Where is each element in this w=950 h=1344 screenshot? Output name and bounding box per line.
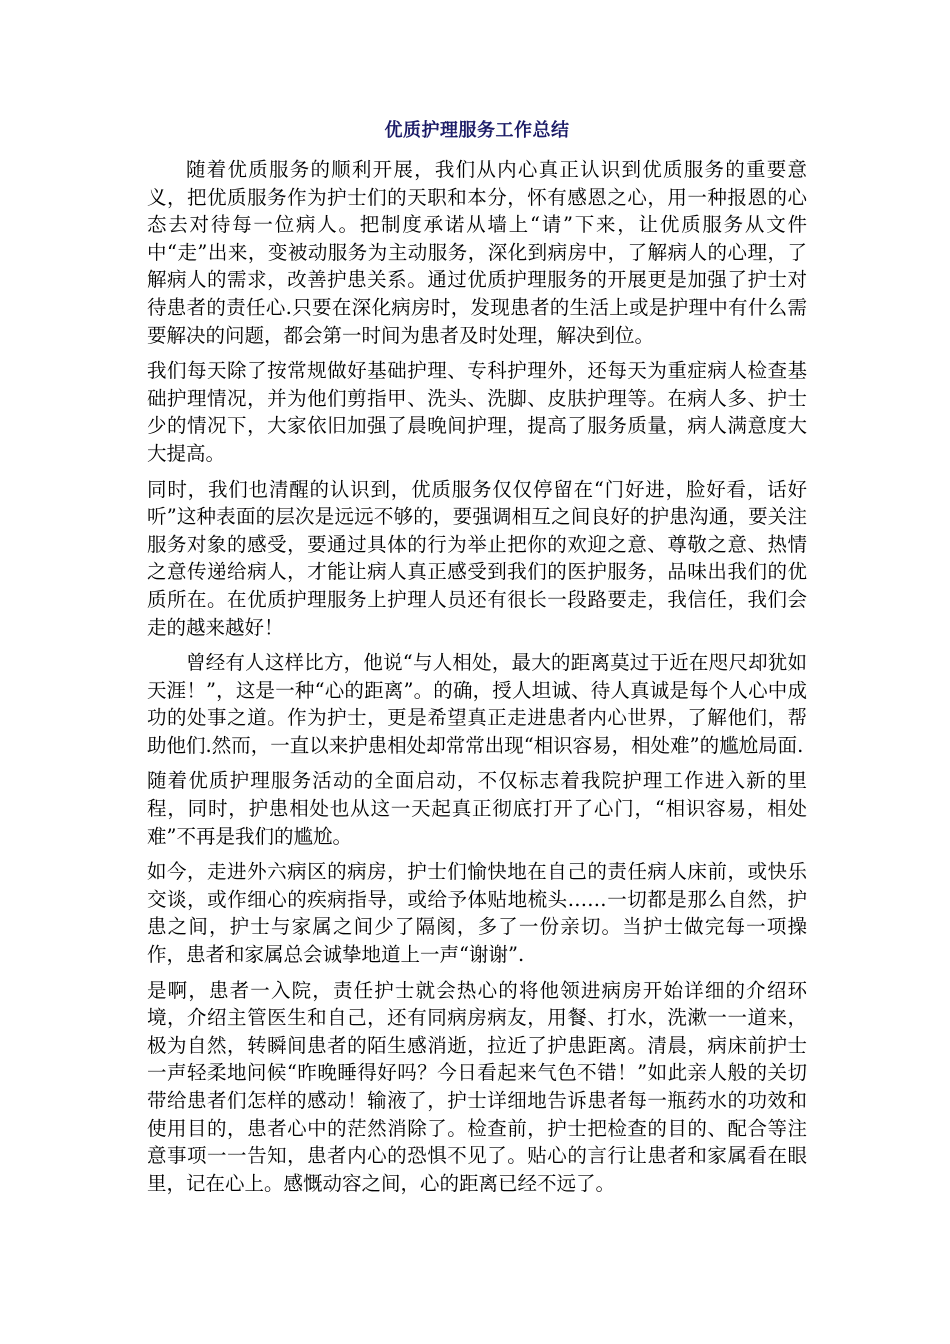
paragraph-3: 同时，我们也清醒的认识到，优质服务仅仅停留在“门好进，脸好看，话好听”这种表面的层次是远远不够的，要强调相互之间良好的护患沟通，要关注服务对象的感受，要通过具体的行为举止把你的欢迎之意、尊敬之意、热情之意传递给病人，才能让病人真正感受到我们的医护服务，品味出我们的优质所在。在优质护理服务上护理人员还有很长一段路要走，我信任，我们会走的越来越好！ [147, 477, 807, 639]
paragraph-7: 是啊，患者一入院，责任护士就会热心的将他领进病房开始详细的介绍环境，介绍主管医生和自己，还有同病房病友，用餐、打水，洗漱一一道来，极为自然，转瞬间患者的陌生感消逝，拉近了护患距离。清晨，病床前护士一声轻柔地问候“昨晚睡得好吗？今日看起来气色不错！”如此亲人般的关切带给患者们怎样的感动！输液了，护士详细地告诉患者每一瓶药水的功效和使用目的，患者心中的茫然消除了。检查前，护士把检查的目的、配合等注意事项一一告知，患者内心的恐惧不见了。贴心的言行让患者和家属看在眼里，记在心上。感慨动容之间，心的距离已经不远了。 [147, 978, 807, 1195]
paragraph-2: 我们每天除了按常规做好基础护理、专科护理外，还每天为重症病人检查基础护理情况，并为他们剪指甲、洗头、洗脚、皮肤护理等。在病人多、护士少的情况下，大家依旧加强了晨晚间护理，提高了服务质量，病人满意度大大提高。 [147, 359, 807, 465]
paragraph-5: 随着优质护理服务活动的全面启动，不仅标志着我院护理工作进入新的里程，同时，护患相处也从这一天起真正彻底打开了心门，“相识容易，相处难”不再是我们的尴尬。 [147, 769, 807, 848]
document-title: 优质护理服务工作总结 [384, 120, 570, 141]
paragraph-6: 如今，走进外六病区的病房，护士们愉快地在自己的责任病人床前，或快乐交谈，或作细心的疾病指导，或给予体贴地梳头……一切都是那么自然，护患之间，护士与家属之间少了隔阂，多了一份亲切。当护士做完每一项操作，患者和家属总会诚挚地道上一声“谢谢”. [147, 860, 807, 967]
paragraph-1: 随着优质服务的顺利开展，我们从内心真正认识到优质服务的重要意义，把优质服务作为护士们的天职和本分，怀有感恩之心，用一种报恩的心态去对待每一位病人。把制度承诺从墙上“请”下来，让优质服务从文件中“走”出来，变被动服务为主动服务，深化到病房中，了解病人的心理，了解病人的需求，改善护患关系。通过优质护理服务的开展更是加强了护士对待患者的责任心.只要在深化病房时，发现患者的生活上或是护理中有什么需要解决的问题，都会第一时间为患者及时处理，解决到位。 [147, 158, 807, 347]
document-page [147, 118, 807, 1205]
paragraph-4: 曾经有人这样比方，他说“与人相处，最大的距离莫过于近在咫尺却犹如天涯！”，这是一种“心的距离”。的确，授人坦诚、待人真诚是每个人心中成功的处事之道。作为护士，更是希望真正走进患者内心世界，了解他们，帮助他们.然而，一直以来护患相处却常常出现“相识容易，相处难”的尴尬局面. [147, 651, 807, 757]
